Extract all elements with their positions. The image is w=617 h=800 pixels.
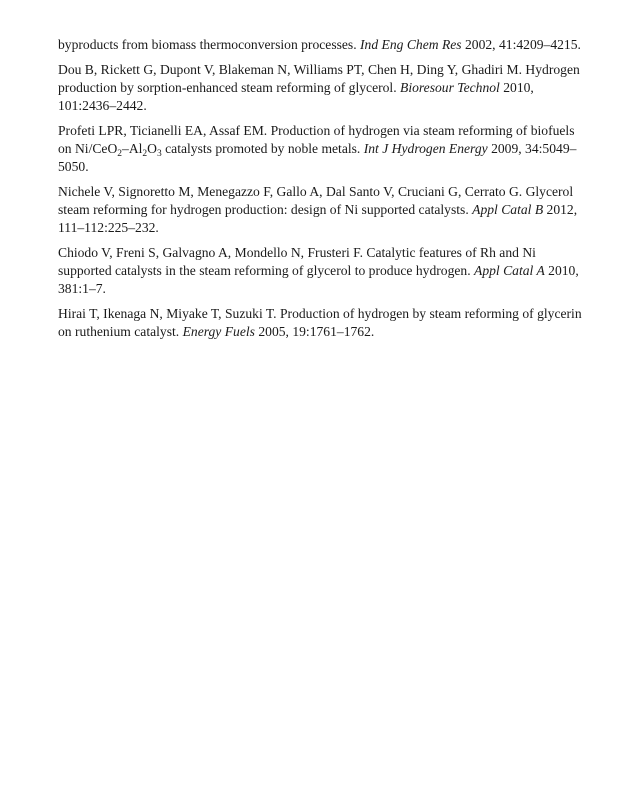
reference-journal: Energy Fuels	[182, 324, 255, 339]
reference-47	[0, 305, 617, 341]
reference-46	[0, 244, 617, 298]
reference-details: 2010, 381:1–7.	[58, 263, 579, 296]
subscript: 2	[142, 149, 148, 159]
reference-journal: Int J Hydrogen Energy	[363, 141, 488, 156]
reference-text: catalysts promoted by noble metals.	[161, 141, 364, 156]
reference-text: Chiodo V, Freni S, Galvagno A, Mondello N, Frusteri F. Catalytic features of Rh and Ni supported catalysts in the steam reforming of glycerol to produce hydrogen.	[58, 245, 536, 278]
reference-journal: Bioresour Technol	[400, 80, 500, 95]
reference-journal: Appl Catal B	[472, 202, 544, 217]
reference-details: 2012, 111–112:225–232.	[58, 202, 578, 235]
reference-text: Profeti LPR, Ticianelli EA, Assaf EM. Production of hydrogen via steam reforming of biofuels on Ni/CeO	[58, 123, 575, 156]
reference-details: 2002, 41:4209–4215.	[461, 37, 581, 52]
reference-details: 2010, 101:2436–2442.	[58, 80, 534, 113]
reference-text: byproducts from biomass thermoconversion processes.	[58, 37, 361, 52]
reference-details: 2009, 34:5049–5050.	[58, 141, 577, 174]
reference-journal: Ind Eng Chem Res	[360, 37, 462, 52]
reference-details: 2005, 19:1761–1762.	[254, 324, 375, 339]
reference-text: Hirai T, Ikenaga N, Miyake T, Suzuki T. Production of hydrogen by steam reforming of glycerin on ruthenium catalyst.	[58, 306, 582, 339]
reference-list	[0, 36, 617, 348]
reference-continued	[0, 36, 617, 54]
reference-text: O	[147, 141, 157, 156]
reference-journal: Appl Catal A	[474, 263, 545, 278]
reference-45	[0, 183, 617, 237]
subscript: 3	[157, 149, 162, 159]
subscript: 2	[117, 149, 123, 159]
reference-44	[0, 122, 617, 176]
reference-43	[0, 61, 617, 115]
reference-text: –Al	[122, 141, 143, 156]
reference-text: Dou B, Rickett G, Dupont V, Blakeman N, Williams PT, Chen H, Ding Y, Ghadiri M. Hydrogen production by sorption-enhanced steam reforming of glycerol.	[58, 62, 580, 95]
reference-text: Nichele V, Signoretto M, Menegazzo F, Gallo A, Dal Santo V, Cruciani G, Cerrato G. Glycerol steam reforming for hydrogen production: design of Ni supported catalysts.	[58, 184, 574, 217]
